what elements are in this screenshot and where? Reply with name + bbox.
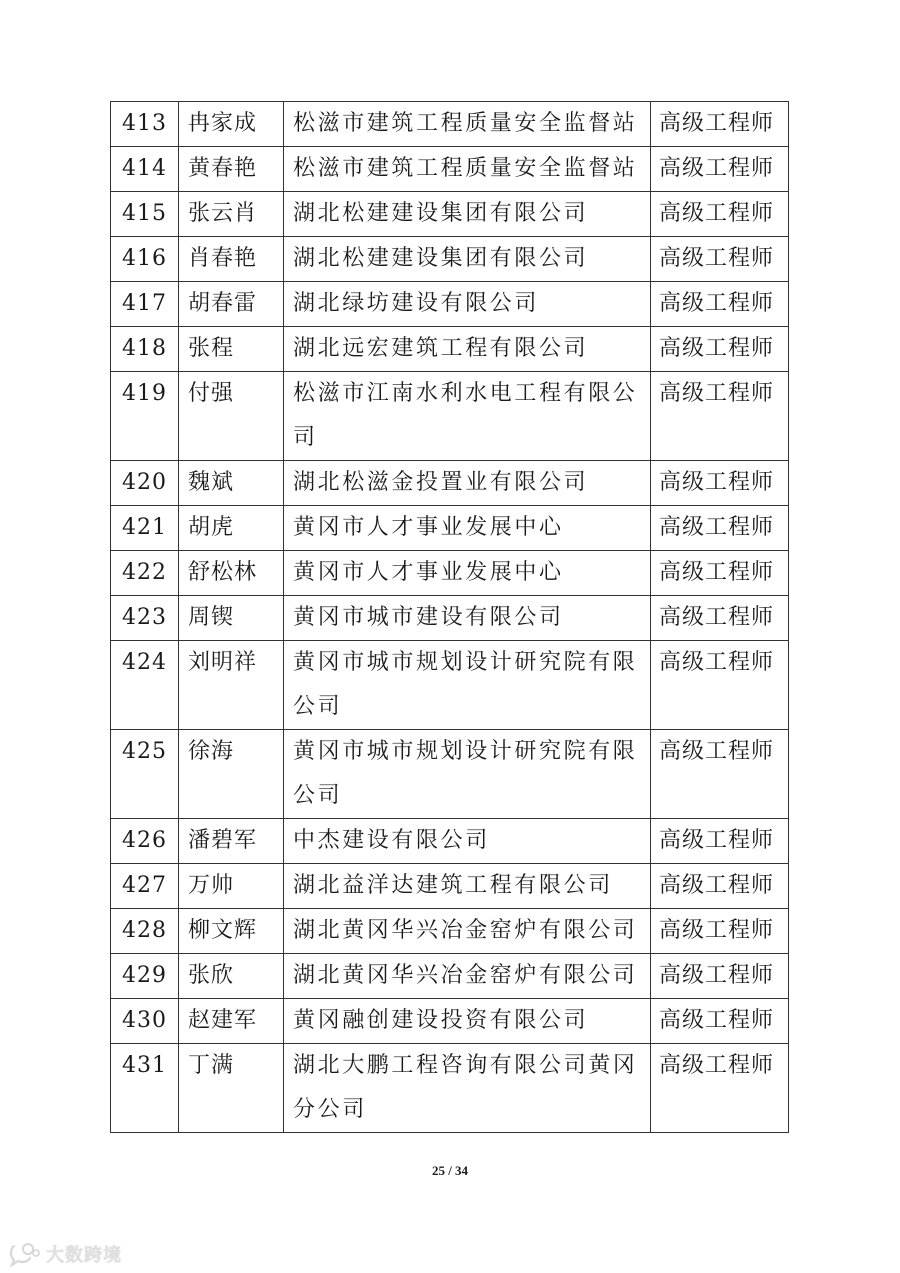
table-row [111,864,789,909]
page-number: 25 / 34 [431,1163,469,1178]
row-number: 419 [111,372,179,461]
professional-title: 高级工程师 [651,864,789,909]
chat-bubble-logo-icon [8,1241,42,1267]
professional-title: 高级工程师 [651,1044,789,1133]
organization: 湖北益洋达建筑工程有限公司 [284,864,651,909]
table-row [111,551,789,596]
person-name: 张欣 [179,954,284,999]
table-row [111,372,789,461]
person-name: 万帅 [179,864,284,909]
organization: 湖北黄冈华兴冶金窑炉有限公司 [284,909,651,954]
professional-title: 高级工程师 [651,551,789,596]
organization: 黄冈市城市规划设计研究院有限公司 [284,730,651,819]
person-name: 张程 [179,327,284,372]
person-name: 赵建军 [179,999,284,1044]
table-row [111,1044,789,1133]
person-name: 潘碧军 [179,819,284,864]
professional-title: 高级工程师 [651,102,789,147]
table-row [111,909,789,954]
professional-title: 高级工程师 [651,909,789,954]
person-name: 周锲 [179,596,284,641]
table-row [111,506,789,551]
row-number: 417 [111,282,179,327]
professional-title: 高级工程师 [651,147,789,192]
organization: 湖北远宏建筑工程有限公司 [284,327,651,372]
row-number: 429 [111,954,179,999]
organization: 湖北松建建设集团有限公司 [284,192,651,237]
table-row [111,999,789,1044]
person-name: 丁满 [179,1044,284,1133]
professional-title: 高级工程师 [651,506,789,551]
row-number: 427 [111,864,179,909]
row-number: 425 [111,730,179,819]
watermark [8,1240,122,1268]
organization: 松滋市江南水利水电工程有限公司 [284,372,651,461]
professional-title: 高级工程师 [651,730,789,819]
organization: 湖北松建建设集团有限公司 [284,237,651,282]
professional-title: 高级工程师 [651,819,789,864]
person-name: 柳文辉 [179,909,284,954]
organization: 松滋市建筑工程质量安全监督站 [284,102,651,147]
row-number: 430 [111,999,179,1044]
table-row [111,641,789,730]
organization: 黄冈市城市规划设计研究院有限公司 [284,641,651,730]
professional-title: 高级工程师 [651,192,789,237]
organization: 黄冈市城市建设有限公司 [284,596,651,641]
row-number: 431 [111,1044,179,1133]
person-name: 舒松林 [179,551,284,596]
person-name: 付强 [179,372,284,461]
person-name: 张云肖 [179,192,284,237]
person-name: 冉家成 [179,102,284,147]
table-row [111,147,789,192]
table-row [111,237,789,282]
watermark-text: 大数跨境 [46,1245,122,1266]
table-row [111,461,789,506]
organization: 黄冈市人才事业发展中心 [284,551,651,596]
organization: 湖北松滋金投置业有限公司 [284,461,651,506]
professional-title: 高级工程师 [651,372,789,461]
person-name: 肖春艳 [179,237,284,282]
person-name: 胡虎 [179,506,284,551]
table-row [111,327,789,372]
row-number: 421 [111,506,179,551]
person-name: 徐海 [179,730,284,819]
row-number: 420 [111,461,179,506]
table-row [111,954,789,999]
person-name: 刘明祥 [179,641,284,730]
table-row [111,192,789,237]
professional-title: 高级工程师 [651,999,789,1044]
row-number: 415 [111,192,179,237]
professional-title: 高级工程师 [651,461,789,506]
table-row [111,819,789,864]
professional-title: 高级工程师 [651,954,789,999]
organization: 中杰建设有限公司 [284,819,651,864]
table-row [111,282,789,327]
person-name: 黄春艳 [179,147,284,192]
professional-title: 高级工程师 [651,641,789,730]
professional-title: 高级工程师 [651,282,789,327]
table-row [111,102,789,147]
organization: 湖北大鹏工程咨询有限公司黄冈分公司 [284,1044,651,1133]
organization: 湖北黄冈华兴冶金窑炉有限公司 [284,954,651,999]
organization: 湖北绿坊建设有限公司 [284,282,651,327]
table-row [111,730,789,819]
person-name: 魏斌 [179,461,284,506]
row-number: 413 [111,102,179,147]
professional-title: 高级工程师 [651,596,789,641]
row-number: 424 [111,641,179,730]
row-number: 416 [111,237,179,282]
row-number: 414 [111,147,179,192]
row-number: 423 [111,596,179,641]
engineer-roster-table [110,101,789,1133]
professional-title: 高级工程师 [651,237,789,282]
row-number: 418 [111,327,179,372]
organization: 黄冈市人才事业发展中心 [284,506,651,551]
professional-title: 高级工程师 [651,327,789,372]
row-number: 426 [111,819,179,864]
person-name: 胡春雷 [179,282,284,327]
organization: 松滋市建筑工程质量安全监督站 [284,147,651,192]
organization: 黄冈融创建设投资有限公司 [284,999,651,1044]
table-row [111,596,789,641]
row-number: 422 [111,551,179,596]
row-number: 428 [111,909,179,954]
